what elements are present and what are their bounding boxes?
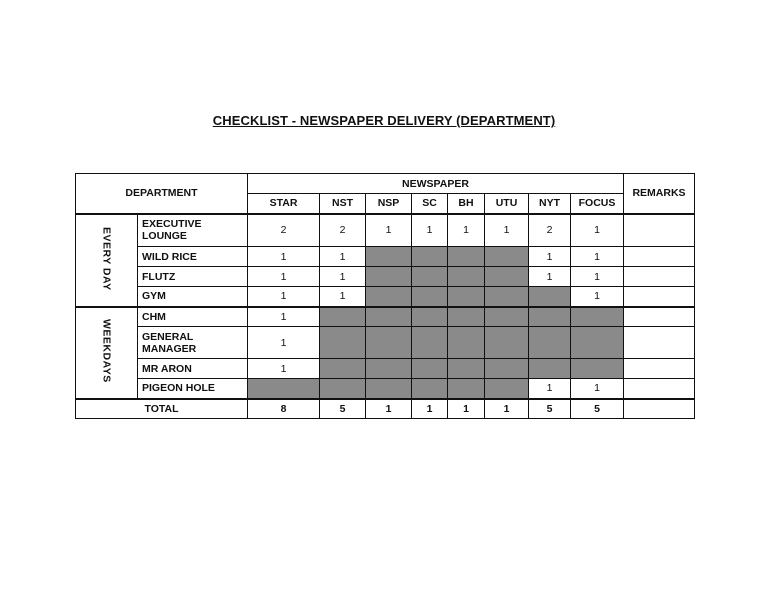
remarks-cell[interactable] — [624, 267, 695, 287]
quantity-cell: 1 — [248, 327, 320, 359]
shaded-cell — [448, 267, 485, 287]
quantity-cell: 1 — [571, 247, 624, 267]
shaded-cell — [485, 307, 529, 327]
department-name: PIGEON HOLE — [138, 379, 248, 399]
remarks-cell[interactable] — [624, 307, 695, 327]
group-label-cell — [76, 214, 138, 307]
total-row — [76, 399, 695, 419]
shaded-cell — [485, 379, 529, 399]
quantity-cell: 1 — [320, 287, 366, 307]
total-value: 1 — [412, 399, 448, 419]
quantity-cell: 1 — [320, 267, 366, 287]
shaded-cell — [448, 327, 485, 359]
total-value: 5 — [529, 399, 571, 419]
remarks-header: REMARKS — [624, 174, 695, 214]
quantity-cell: 1 — [248, 247, 320, 267]
document-title: CHECKLIST - NEWSPAPER DELIVERY (DEPARTMENT) — [212, 113, 556, 128]
quantity-cell: 2 — [248, 214, 320, 247]
shaded-cell — [412, 359, 448, 379]
quantity-cell: 1 — [571, 214, 624, 247]
department-name: GENERAL MANAGER — [138, 327, 248, 359]
table-row — [76, 379, 695, 399]
remarks-cell[interactable] — [624, 327, 695, 359]
quantity-cell: 1 — [248, 287, 320, 307]
remarks-cell[interactable] — [624, 247, 695, 267]
newspaper-column-header: UTU — [485, 194, 529, 214]
shaded-cell — [412, 287, 448, 307]
shaded-cell — [448, 379, 485, 399]
quantity-cell: 1 — [529, 267, 571, 287]
shaded-cell — [320, 379, 366, 399]
newspaper-column-header: SC — [412, 194, 448, 214]
department-name: GYM — [138, 287, 248, 307]
shaded-cell — [448, 307, 485, 327]
shaded-cell — [571, 359, 624, 379]
shaded-cell — [571, 327, 624, 359]
shaded-cell — [366, 267, 412, 287]
shaded-cell — [529, 287, 571, 307]
quantity-cell: 1 — [248, 359, 320, 379]
quantity-cell: 1 — [485, 214, 529, 247]
shaded-cell — [448, 287, 485, 307]
department-name: CHM — [138, 307, 248, 327]
remarks-cell[interactable] — [624, 214, 695, 247]
newspaper-column-header: NST — [320, 194, 366, 214]
total-label: TOTAL — [76, 399, 248, 419]
quantity-cell: 1 — [320, 247, 366, 267]
remarks-cell[interactable] — [624, 287, 695, 307]
quantity-cell: 1 — [571, 267, 624, 287]
quantity-cell: 1 — [571, 287, 624, 307]
quantity-cell: 2 — [320, 214, 366, 247]
table-row — [76, 287, 695, 307]
newspaper-column-header: NYT — [529, 194, 571, 214]
shaded-cell — [366, 379, 412, 399]
newspaper-header: NEWSPAPER — [248, 174, 624, 194]
shaded-cell — [366, 327, 412, 359]
department-name: WILD RICE — [138, 247, 248, 267]
shaded-cell — [485, 247, 529, 267]
shaded-cell — [366, 287, 412, 307]
newspaper-column-header: NSP — [366, 194, 412, 214]
header-row — [76, 174, 695, 194]
shaded-cell — [448, 359, 485, 379]
quantity-cell: 1 — [248, 307, 320, 327]
shaded-cell — [529, 307, 571, 327]
quantity-cell: 1 — [529, 247, 571, 267]
group-label: WEEKDAYS — [100, 319, 113, 383]
shaded-cell — [320, 359, 366, 379]
shaded-cell — [320, 307, 366, 327]
department-name: FLUTZ — [138, 267, 248, 287]
total-value: 1 — [366, 399, 412, 419]
shaded-cell — [529, 327, 571, 359]
newspaper-checklist-table — [75, 173, 695, 419]
shaded-cell — [485, 287, 529, 307]
remarks-cell[interactable] — [624, 379, 695, 399]
shaded-cell — [448, 247, 485, 267]
group-label: EVERY DAY — [100, 226, 113, 291]
shaded-cell — [248, 379, 320, 399]
quantity-cell: 1 — [248, 267, 320, 287]
department-name: MR ARON — [138, 359, 248, 379]
quantity-cell: 1 — [571, 379, 624, 399]
total-value: 8 — [248, 399, 320, 419]
total-value: 1 — [485, 399, 529, 419]
quantity-cell: 1 — [529, 379, 571, 399]
total-value: 5 — [320, 399, 366, 419]
quantity-cell: 1 — [448, 214, 485, 247]
newspaper-column-header: BH — [448, 194, 485, 214]
shaded-cell — [366, 307, 412, 327]
quantity-cell: 2 — [529, 214, 571, 247]
shaded-cell — [412, 247, 448, 267]
table-row — [76, 307, 695, 327]
shaded-cell — [412, 267, 448, 287]
newspaper-column-header: STAR — [248, 194, 320, 214]
total-value: 5 — [571, 399, 624, 419]
department-name: EXECUTIVE LOUNGE — [138, 214, 248, 247]
department-header: DEPARTMENT — [76, 174, 248, 214]
shaded-cell — [412, 327, 448, 359]
quantity-cell: 1 — [366, 214, 412, 247]
table-row — [76, 267, 695, 287]
shaded-cell — [320, 327, 366, 359]
table-row — [76, 327, 695, 359]
newspaper-column-header: FOCUS — [571, 194, 624, 214]
shaded-cell — [529, 359, 571, 379]
shaded-cell — [412, 379, 448, 399]
total-value: 1 — [448, 399, 485, 419]
shaded-cell — [366, 247, 412, 267]
remarks-cell[interactable] — [624, 359, 695, 379]
table-row — [76, 214, 695, 247]
remarks-cell[interactable] — [624, 399, 695, 419]
shaded-cell — [412, 307, 448, 327]
shaded-cell — [571, 307, 624, 327]
shaded-cell — [485, 327, 529, 359]
shaded-cell — [485, 359, 529, 379]
quantity-cell: 1 — [412, 214, 448, 247]
shaded-cell — [366, 359, 412, 379]
shaded-cell — [485, 267, 529, 287]
table-row — [76, 247, 695, 267]
group-label-cell — [76, 307, 138, 399]
table-row — [76, 359, 695, 379]
